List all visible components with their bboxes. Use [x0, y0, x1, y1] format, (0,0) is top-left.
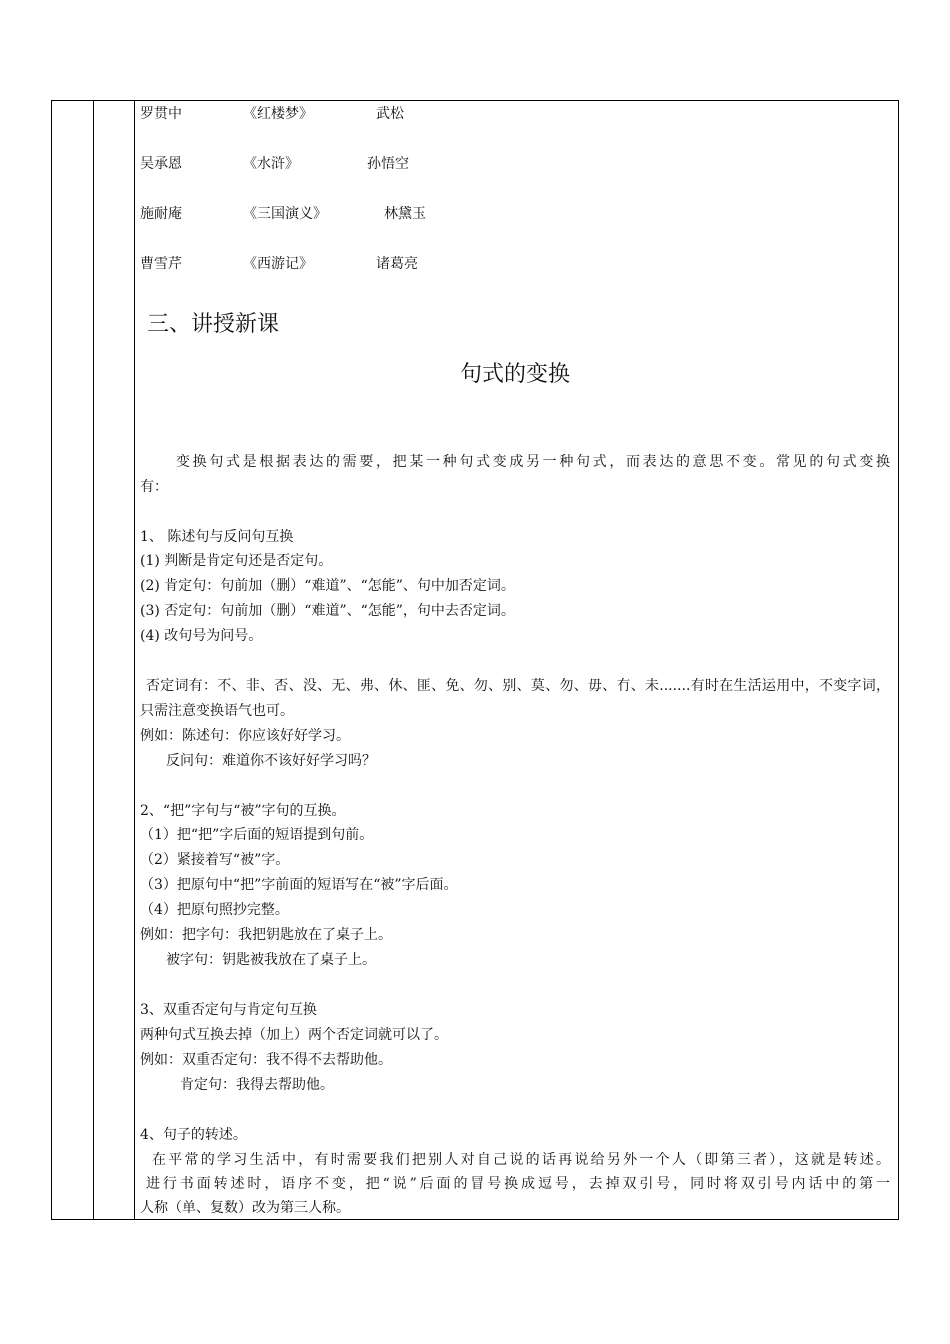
- part1-step: (4) 改句号为问号。: [140, 628, 263, 644]
- part1-example: 例如：陈述句：你应该好好学习。: [140, 728, 350, 744]
- character-name: 诸葛亮: [376, 256, 418, 272]
- intro-paragraph-line: 变换句式是根据表达的需要，把某一种句式变成另一种句式，而表达的意思不变。常见的句式变换: [176, 454, 890, 470]
- part1-step: (1) 判断是肯定句还是否定句。: [140, 553, 333, 569]
- author-name: 施耐庵: [140, 206, 182, 222]
- part1-step: (3) 否定句：句前加（删）“难道”、“怎能”，句中去否定词。: [140, 603, 515, 619]
- part1-title: 1、 陈述句与反问句互换: [140, 529, 294, 545]
- part2-step: （3）把原句中“把”字前面的短语写在“被”字后面。: [140, 877, 458, 893]
- column-divider-2: [134, 101, 135, 1219]
- part3-title: 3、双重否定句与肯定句互换: [140, 1002, 317, 1018]
- author-name: 吴承恩: [140, 156, 182, 172]
- part1-example: 反问句：难道你不该好好学习吗？: [166, 753, 376, 769]
- negation-words-note: 否定词有：不、非、否、没、无、弗、休、匪、免、勿、别、莫、勿、毋、冇、未.......有时在生活运用中，不变字词，: [146, 678, 890, 694]
- character-name: 孙悟空: [367, 156, 409, 172]
- book-title: 《水浒》: [243, 156, 299, 172]
- part2-step: （2）紧接着写“被”字。: [140, 852, 290, 868]
- lesson-content-cell: [140, 101, 890, 1219]
- column-divider-1: [93, 101, 94, 1219]
- negation-words-note: 只需注意变换语气也可。: [140, 703, 294, 719]
- part2-step: （4）把原句照抄完整。: [140, 902, 289, 918]
- book-title: 《西游记》: [243, 256, 313, 272]
- part1-step: (2) 肯定句：句前加（删）“难道”、“怎能”、句中加否定词。: [140, 578, 515, 594]
- lesson-title: 句式的变换: [459, 362, 570, 387]
- part2-example: 被字句：钥匙被我放在了桌子上。: [166, 952, 376, 968]
- part3-example: 肯定句：我得去帮助他。: [180, 1077, 334, 1093]
- section-heading: 三、讲授新课: [147, 312, 280, 337]
- part2-title: 2、“把”字句与“被”字句的互换。: [140, 803, 346, 819]
- lesson-table: [51, 100, 899, 1220]
- part4-paragraph-line: 进行书面转述时，语序不变，把“说”后面的冒号换成逗号，去掉双引号，同时将双引号内话中的第一: [146, 1176, 890, 1192]
- part2-example: 例如：把字句：我把钥匙放在了桌子上。: [140, 927, 392, 943]
- character-name: 武松: [376, 106, 404, 122]
- character-name: 林黛玉: [384, 206, 426, 222]
- book-title: 《红楼梦》: [243, 106, 313, 122]
- part2-step: （1）把“把”字后面的短语提到句前。: [140, 827, 374, 843]
- part3-example: 例如：双重否定句：我不得不去帮助他。: [140, 1052, 392, 1068]
- book-title: 《三国演义》: [243, 206, 327, 222]
- author-name: 罗贯中: [140, 106, 182, 122]
- part4-paragraph-line: 在平常的学习生活中，有时需要我们把别人对自己说的话再说给另外一个人（即第三者），这就是转述。: [152, 1152, 890, 1168]
- part3-description: 两种句式互换去掉（加上）两个否定词就可以了。: [140, 1027, 448, 1043]
- part4-title: 4、句子的转述。: [140, 1127, 247, 1143]
- part4-paragraph-line: 人称（单、复数）改为第三人称。: [140, 1200, 350, 1216]
- author-name: 曹雪芹: [140, 256, 182, 272]
- intro-paragraph-line: 有：: [140, 479, 168, 495]
